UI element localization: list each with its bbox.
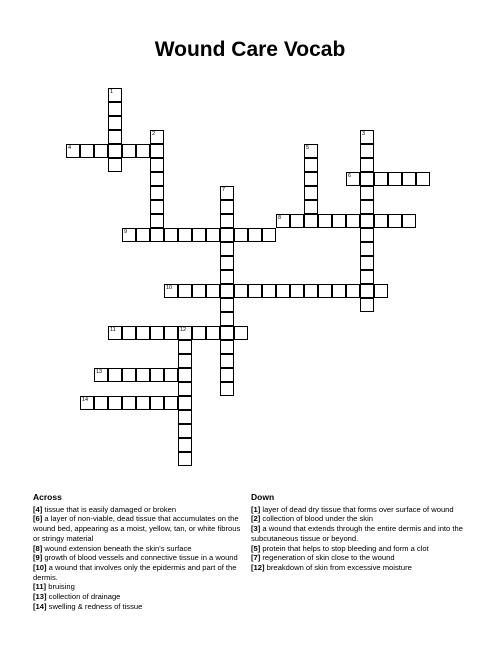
grid-cell[interactable] — [150, 228, 164, 242]
grid-cell[interactable] — [206, 284, 220, 298]
grid-cell[interactable] — [178, 382, 192, 396]
grid-cell[interactable] — [248, 228, 262, 242]
grid-cell[interactable] — [360, 242, 374, 256]
grid-cell[interactable] — [276, 214, 290, 228]
grid-cell[interactable] — [234, 326, 248, 340]
grid-cell[interactable] — [150, 368, 164, 382]
grid-cell[interactable] — [108, 88, 122, 102]
grid-cell[interactable] — [220, 186, 234, 200]
clue-number: 8 — [278, 215, 282, 221]
grid-cell[interactable] — [388, 172, 402, 186]
clue-number: 1 — [110, 89, 114, 95]
clue-across-14: [14] swelling & redness of tissue — [33, 601, 143, 611]
grid-cell[interactable] — [304, 200, 318, 214]
grid-cell[interactable] — [150, 396, 164, 410]
grid-cell[interactable] — [192, 326, 206, 340]
grid-cell[interactable] — [220, 214, 234, 228]
grid-cell[interactable] — [220, 284, 234, 298]
clue-down-12: [12] breakdown of skin from excessive moisture — [251, 562, 412, 572]
grid-cell[interactable] — [374, 172, 388, 186]
grid-cell[interactable] — [108, 158, 122, 172]
grid-cell[interactable] — [164, 368, 178, 382]
grid-cell[interactable] — [108, 368, 122, 382]
grid-cell[interactable] — [402, 172, 416, 186]
grid-cell[interactable] — [164, 228, 178, 242]
clue-number: 5 — [306, 145, 310, 151]
grid-cell[interactable] — [150, 200, 164, 214]
grid-cell[interactable] — [94, 368, 108, 382]
grid-cell[interactable] — [108, 102, 122, 116]
clue-number: 4 — [68, 145, 72, 151]
grid-cell[interactable] — [136, 228, 150, 242]
grid-cell[interactable] — [66, 144, 80, 158]
grid-cell[interactable] — [206, 228, 220, 242]
grid-cell[interactable] — [374, 214, 388, 228]
grid-cell[interactable] — [318, 284, 332, 298]
grid-cell[interactable] — [220, 340, 234, 354]
clue-across-13: [13] collection of drainage — [33, 592, 121, 602]
grid-cell[interactable] — [304, 172, 318, 186]
puzzle-title: Wound Care Vocab — [154, 38, 346, 61]
clue-number: 9 — [124, 229, 128, 235]
grid-cell[interactable] — [150, 214, 164, 228]
grid-cell[interactable] — [164, 326, 178, 340]
grid-cell[interactable] — [360, 298, 374, 312]
grid-cell[interactable] — [276, 284, 290, 298]
clue-number: 11 — [110, 327, 116, 333]
down-heading: Down — [251, 492, 275, 502]
grid-cell[interactable] — [220, 228, 234, 242]
grid-cell[interactable] — [80, 396, 94, 410]
clue-number: 6 — [348, 173, 352, 179]
grid-cell[interactable] — [360, 228, 374, 242]
grid-cell[interactable] — [220, 354, 234, 368]
clue-across-11: [11] bruising — [33, 582, 75, 592]
grid-cell[interactable] — [318, 214, 332, 228]
grid-cell[interactable] — [136, 368, 150, 382]
grid-cell[interactable] — [192, 284, 206, 298]
grid-cell[interactable] — [178, 354, 192, 368]
grid-cell[interactable] — [220, 326, 234, 340]
grid-cell[interactable] — [178, 326, 192, 340]
grid-cell[interactable] — [178, 424, 192, 438]
grid-cell[interactable] — [178, 452, 192, 466]
grid-cell[interactable] — [206, 326, 220, 340]
grid-cell[interactable] — [122, 326, 136, 340]
clue-across-8: [8] wound extension beneath the skin's surface — [33, 543, 192, 553]
grid-cell[interactable] — [192, 228, 206, 242]
grid-cell[interactable] — [178, 438, 192, 452]
clue-number: 12 — [180, 327, 187, 333]
grid-cell[interactable] — [150, 326, 164, 340]
grid-cell[interactable] — [304, 144, 318, 158]
clue-number: 13 — [96, 369, 103, 375]
clue-across-6: [6] a layer of non-viable, dead tissue that accumulates on the wound bed, appearing as a moist, yellow, tan, or white fibrous or stringy material — [33, 514, 241, 543]
grid-cell[interactable] — [150, 186, 164, 200]
clue-number: 3 — [362, 131, 366, 137]
grid-cell[interactable] — [122, 396, 136, 410]
grid-cell[interactable] — [220, 312, 234, 326]
across-clues — [33, 493, 246, 611]
grid-cell[interactable] — [122, 228, 136, 242]
grid-cell[interactable] — [346, 214, 360, 228]
grid-cell[interactable] — [178, 410, 192, 424]
grid-cell[interactable] — [220, 368, 234, 382]
grid-cell[interactable] — [402, 214, 416, 228]
grid-cell[interactable] — [304, 186, 318, 200]
grid-cell[interactable] — [220, 200, 234, 214]
grid-cell[interactable] — [360, 144, 374, 158]
clue-across-10: [10] a wound that involves only the epidermis and part of the dermis. — [33, 562, 237, 582]
clue-down-3: [3] a wound that extends through the entire dermis and into the subcutaneous tissue or beyond. — [251, 524, 463, 543]
grid-cell[interactable] — [122, 368, 136, 382]
grid-cell[interactable] — [178, 340, 192, 354]
grid-cell[interactable] — [332, 284, 346, 298]
grid-cell[interactable] — [374, 284, 388, 298]
grid-cell[interactable] — [416, 172, 430, 186]
grid-cell[interactable] — [360, 158, 374, 172]
grid-cell[interactable] — [164, 396, 178, 410]
grid-cell[interactable] — [360, 200, 374, 214]
grid-cell[interactable] — [360, 186, 374, 200]
grid-cell[interactable] — [304, 158, 318, 172]
grid-cell[interactable] — [346, 284, 360, 298]
grid-cell[interactable] — [178, 396, 192, 410]
grid-cell[interactable] — [346, 172, 360, 186]
grid-cell[interactable] — [304, 214, 318, 228]
grid-cell[interactable] — [108, 396, 122, 410]
grid-cell[interactable] — [122, 144, 136, 158]
grid-cell[interactable] — [248, 284, 262, 298]
grid-cell[interactable] — [220, 382, 234, 396]
clue-across-4: [4] tissue that is easily damaged or broken — [33, 504, 177, 514]
grid-cell[interactable] — [220, 256, 234, 270]
grid-cell[interactable] — [332, 214, 346, 228]
grid-cell[interactable] — [108, 326, 122, 340]
grid-cell[interactable] — [234, 284, 248, 298]
clue-down-2: [2] collection of blood under the skin — [251, 514, 374, 524]
grid-cell[interactable] — [94, 144, 108, 158]
grid-cell[interactable] — [220, 270, 234, 284]
grid-cell[interactable] — [220, 242, 234, 256]
grid-cell[interactable] — [360, 270, 374, 284]
down-clues — [251, 493, 463, 573]
grid-cell[interactable] — [178, 368, 192, 382]
grid-cell[interactable] — [150, 130, 164, 144]
clue-number: 7 — [222, 187, 226, 193]
grid-cell[interactable] — [94, 396, 108, 410]
grid-cell[interactable] — [150, 144, 164, 158]
grid-cell[interactable] — [360, 256, 374, 270]
clue-number: 14 — [82, 397, 89, 403]
grid-cell[interactable] — [178, 284, 192, 298]
grid-cell[interactable] — [150, 172, 164, 186]
grid-cell[interactable] — [360, 214, 374, 228]
grid-cell[interactable] — [136, 144, 150, 158]
grid-cell[interactable] — [360, 130, 374, 144]
grid-cell[interactable] — [262, 284, 276, 298]
grid-cell[interactable] — [290, 214, 304, 228]
grid-cell[interactable] — [262, 228, 276, 242]
grid-cell[interactable] — [150, 158, 164, 172]
grid-cell[interactable] — [136, 326, 150, 340]
clue-down-7: [7] regeneration of skin close to the wound — [251, 553, 395, 563]
grid-cell[interactable] — [360, 172, 374, 186]
grid-cell[interactable] — [178, 228, 192, 242]
grid-cell[interactable] — [234, 228, 248, 242]
grid-cell[interactable] — [108, 116, 122, 130]
grid-cell[interactable] — [304, 284, 318, 298]
clue-number: 2 — [152, 131, 156, 137]
grid-cell[interactable] — [136, 396, 150, 410]
grid-cell[interactable] — [164, 284, 178, 298]
grid-cell[interactable] — [290, 284, 304, 298]
clue-across-9: [9] growth of blood vessels and connective tissue in a wound — [33, 553, 238, 563]
grid-cell[interactable] — [220, 298, 234, 312]
clue-number: 10 — [166, 285, 173, 291]
clue-down-1: [1] layer of dead dry tissue that forms over surface of wound — [251, 504, 454, 514]
grid-cell[interactable] — [108, 130, 122, 144]
grid-cell[interactable] — [360, 284, 374, 298]
grid-cell[interactable] — [80, 144, 94, 158]
grid-cell[interactable] — [388, 214, 402, 228]
clue-down-5: [5] protein that helps to stop bleeding and form a clot — [251, 543, 429, 553]
grid-cell[interactable] — [108, 144, 122, 158]
across-heading: Across — [33, 492, 62, 502]
